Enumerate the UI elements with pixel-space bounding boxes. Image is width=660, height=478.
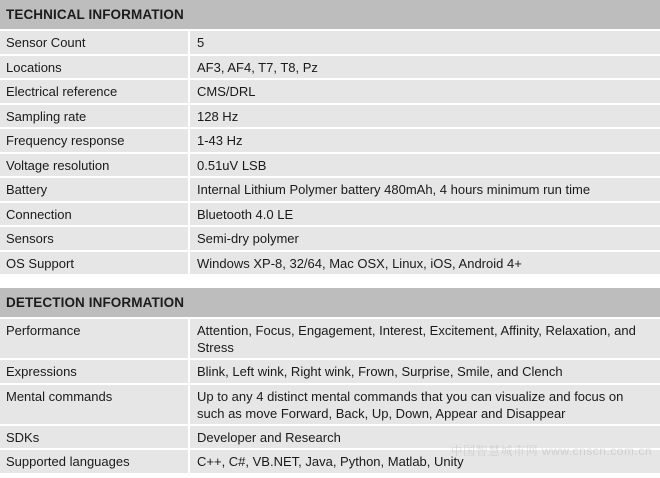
spec-value: Internal Lithium Polymer battery 480mAh, 4 hours minimum run time <box>190 178 660 201</box>
spec-label: Supported languages <box>0 450 188 473</box>
spec-value: Windows XP-8, 32/64, Mac OSX, Linux, iOS, Android 4+ <box>190 252 660 275</box>
spec-row-frequency-response <box>0 129 660 152</box>
detection-information-header: DETECTION INFORMATION <box>0 288 660 317</box>
spec-row-sensor-count <box>0 31 660 54</box>
spec-value: 0.51uV LSB <box>190 154 660 177</box>
spec-value: CMS/DRL <box>190 80 660 103</box>
spec-row-electrical-reference <box>0 80 660 103</box>
spec-label: Sensors <box>0 227 188 250</box>
spec-value: Semi-dry polymer <box>190 227 660 250</box>
spec-row-expressions <box>0 360 660 383</box>
spec-value: Blink, Left wink, Right wink, Frown, Surprise, Smile, and Clench <box>190 360 660 383</box>
spec-row-sampling-rate <box>0 105 660 128</box>
spec-label: Expressions <box>0 360 188 383</box>
spec-value: Bluetooth 4.0 LE <box>190 203 660 226</box>
spec-label: Mental commands <box>0 385 188 424</box>
spec-value: C++, C#, VB.NET, Java, Python, Matlab, Unity <box>190 450 660 473</box>
spec-label: Performance <box>0 319 188 358</box>
spec-value: 128 Hz <box>190 105 660 128</box>
technical-information-header: TECHNICAL INFORMATION <box>0 0 660 29</box>
spec-value: Up to any 4 distinct mental commands that you can visualize and focus on such as move Forward, Back, Up, Down, Appear and Disappear <box>190 385 660 424</box>
spec-label: SDKs <box>0 426 188 449</box>
spec-label: Sensor Count <box>0 31 188 54</box>
spec-label: OS Support <box>0 252 188 275</box>
spec-value: Attention, Focus, Engagement, Interest, Excitement, Affinity, Relaxation, and Stress <box>190 319 660 358</box>
spec-label: Sampling rate <box>0 105 188 128</box>
spec-row-connection <box>0 203 660 226</box>
spec-label: Voltage resolution <box>0 154 188 177</box>
spec-label: Battery <box>0 178 188 201</box>
spec-label: Locations <box>0 56 188 79</box>
spec-row-sensors <box>0 227 660 250</box>
spec-value: Developer and Research <box>190 426 660 449</box>
spec-row-battery <box>0 178 660 201</box>
spec-label: Frequency response <box>0 129 188 152</box>
spec-label: Electrical reference <box>0 80 188 103</box>
spec-value: 1-43 Hz <box>190 129 660 152</box>
spec-value: AF3, AF4, T7, T8, Pz <box>190 56 660 79</box>
spec-row-mental-commands <box>0 385 660 424</box>
watermark: 中国智慧城市网 www.cnscn.com.cn <box>450 444 652 458</box>
spec-row-locations <box>0 56 660 79</box>
spec-row-os-support <box>0 252 660 275</box>
spec-row-voltage-resolution <box>0 154 660 177</box>
spec-label: Connection <box>0 203 188 226</box>
spec-value: 5 <box>190 31 660 54</box>
spec-row-performance <box>0 319 660 358</box>
